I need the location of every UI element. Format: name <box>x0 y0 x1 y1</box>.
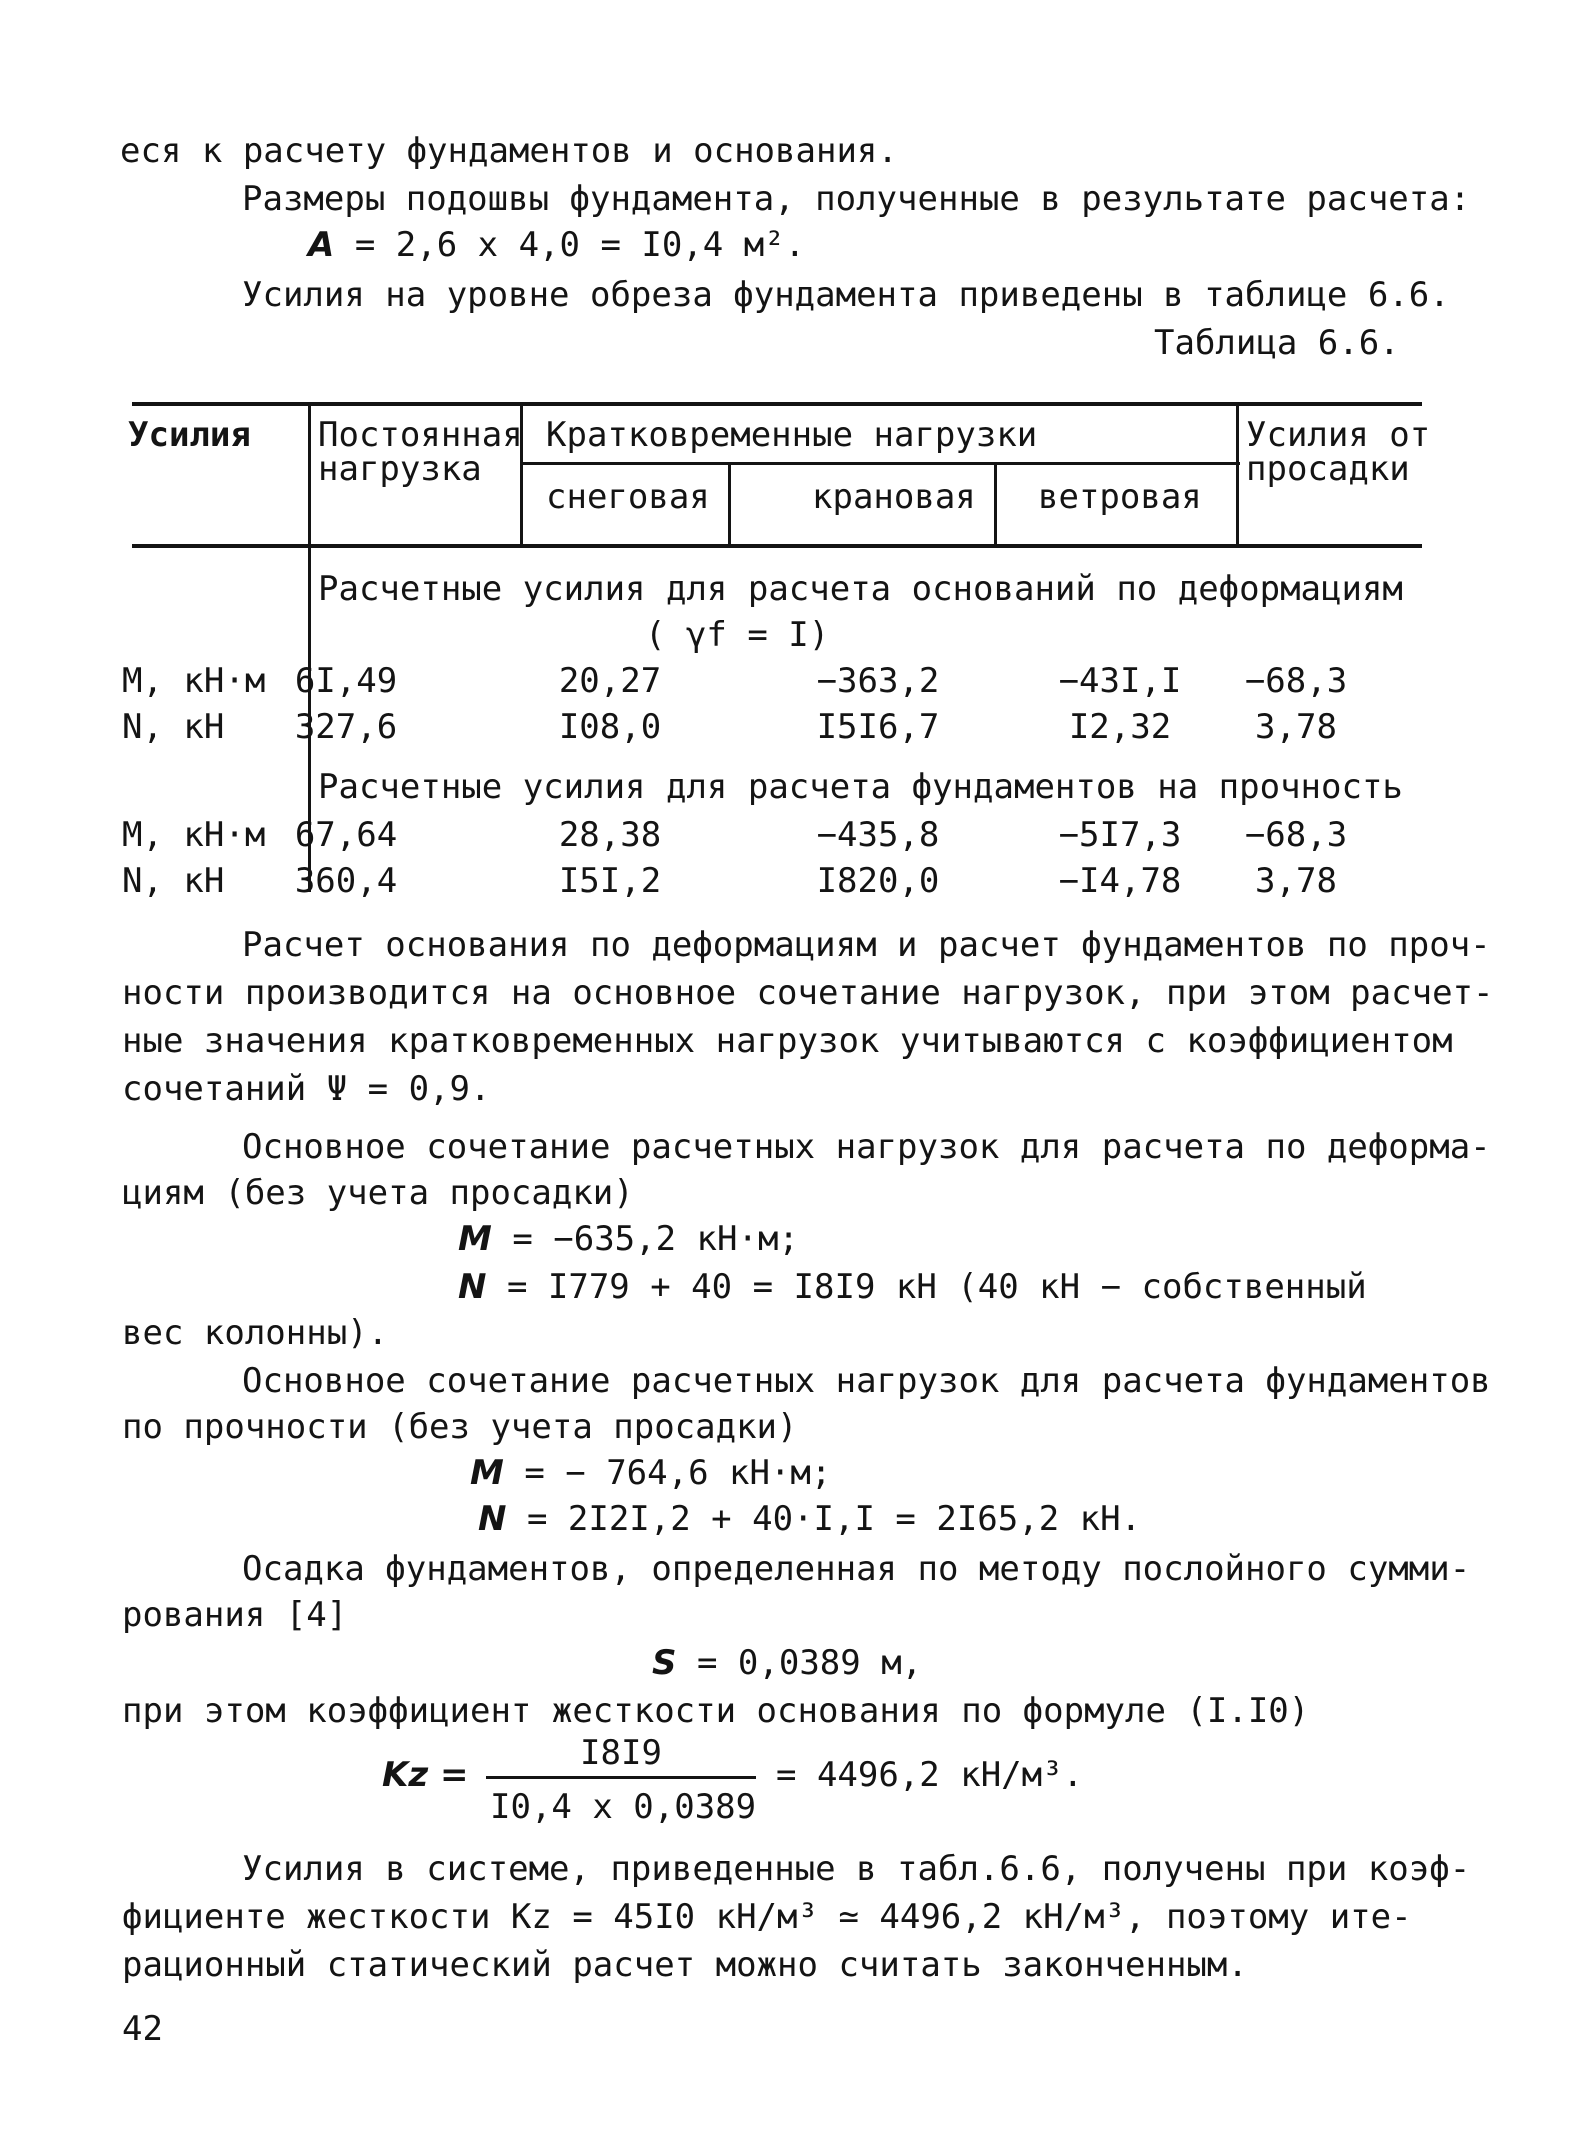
row-label: N, кН <box>122 861 225 901</box>
moment-value: = −635,2 кН·м; <box>512 1219 799 1259</box>
cell-permanent: 360,4 <box>294 861 398 901</box>
cell-settlement: 3,78 <box>1255 707 1337 747</box>
header-short-term: Кратковременные нагрузки <box>546 415 1038 455</box>
area-value: = 2,6 x 4,0 = I0,4 м². <box>354 225 806 265</box>
equation-moment-deformation <box>458 1216 799 1262</box>
row-label: М, кН·м <box>122 661 266 701</box>
cell-snow: 28,38 <box>558 815 662 855</box>
cell-permanent: 6I,49 <box>294 661 398 701</box>
row-label: М, кН·м <box>122 815 266 855</box>
page-number: 42 <box>122 2009 163 2049</box>
section1-title: Расчетные усилия для расчета оснований по деформациям <box>318 569 1403 609</box>
table-caption: Таблица 6.6. <box>1154 323 1400 363</box>
moment-symbol: M <box>470 1453 504 1493</box>
header-settlement-2: просадки <box>1246 449 1410 489</box>
para1-line-2: ности производится на основное сочетание нагрузок, при этом расчет- <box>122 973 1494 1013</box>
header-divider-2 <box>728 462 731 544</box>
para4-line-2: рования [4] <box>122 1595 348 1635</box>
para6-line-1: Усилия в системе, приведенные в табл.6.6, получены при коэф- <box>242 1849 1471 1889</box>
force-symbol: N <box>458 1267 487 1307</box>
para6-line-2: фициенте жесткости Kz = 45I0 кН/м³ ≃ 4496,2 кН/м³, поэтому ите- <box>122 1897 1412 1937</box>
header-permanent-2: нагрузка <box>318 449 482 489</box>
para1-line-4: сочетаний Ψ = 0,9. <box>122 1069 491 1109</box>
para3-line-2: по прочности (без учета просадки) <box>122 1407 798 1447</box>
settlement-symbol: S <box>652 1643 677 1683</box>
force-value: = 2I2I,2 + 40·I,I = 2I65,2 кН. <box>526 1499 1142 1539</box>
force-symbol: N <box>478 1499 507 1539</box>
header-crane: крановая <box>812 477 976 517</box>
intro-line-1: еся к расчету фундаментов и основания. <box>120 131 898 171</box>
header-divider-3 <box>994 462 997 544</box>
settlement-value: = 0,0389 м, <box>696 1643 923 1683</box>
row-label: N, кН <box>122 707 225 747</box>
cell-settlement: −68,3 <box>1244 661 1348 701</box>
equation-moment-strength <box>470 1450 831 1496</box>
moment-value: = − 764,6 кН·м; <box>524 1453 832 1493</box>
para5: при этом коэффициент жесткости основания по формуле (I.I0) <box>122 1691 1310 1731</box>
fraction-numerator: I8I9 <box>580 1733 662 1773</box>
intro-line-2: Размеры подошвы фундамента, полученные в результате расчета: <box>242 179 1471 219</box>
fraction-bar <box>486 1776 756 1779</box>
cell-crane: −363,2 <box>816 661 940 701</box>
cell-settlement: 3,78 <box>1255 861 1337 901</box>
subheader-rule <box>520 462 1240 465</box>
para1-line-1: Расчет основания по деформациям и расчет фундаментов по проч- <box>242 925 1491 965</box>
table-header-rule <box>132 544 1422 548</box>
area-symbol: A <box>308 225 335 265</box>
moment-symbol: M <box>458 1219 492 1259</box>
section2-title: Расчетные усилия для расчета фундаментов на прочность <box>318 767 1403 807</box>
cell-snow: I08,0 <box>558 707 662 747</box>
cell-crane: I820,0 <box>816 861 940 901</box>
para3-line-1: Основное сочетание расчетных нагрузок для расчета фундаментов <box>242 1361 1491 1401</box>
fraction-denominator: I0,4 x 0,0389 <box>490 1787 757 1827</box>
equation-settlement <box>652 1640 922 1686</box>
cell-crane: I5I6,7 <box>816 707 940 747</box>
table-top-rule <box>132 402 1422 406</box>
header-snow: снеговая <box>546 477 710 517</box>
fraction-lhs: Kz = <box>382 1755 469 1795</box>
equation-continuation: вес колонны). <box>122 1313 389 1353</box>
equation-force-strength <box>478 1496 1141 1542</box>
header-settlement-1: Усилия от <box>1246 415 1431 455</box>
header-forces: Усилия <box>128 415 251 455</box>
para2-line-1: Основное сочетание расчетных нагрузок для расчета по деформа- <box>242 1127 1491 1167</box>
header-divider-4 <box>1236 402 1239 544</box>
cell-crane: −435,8 <box>816 815 940 855</box>
header-wind: ветровая <box>1038 477 1202 517</box>
area-equation <box>308 222 805 268</box>
cell-wind: I2,32 <box>1068 707 1172 747</box>
cell-permanent: 67,64 <box>294 815 398 855</box>
cell-settlement: −68,3 <box>1244 815 1348 855</box>
equation-force-deformation <box>458 1264 1367 1310</box>
para1-line-3: ные значения кратковременных нагрузок учитываются с коэффициентом <box>122 1021 1453 1061</box>
force-value: = I779 + 40 = I8I9 кН (40 кН − собственный <box>506 1267 1367 1307</box>
para2-line-2: циям (без учета просадки) <box>122 1173 634 1213</box>
cell-snow: I5I,2 <box>558 861 662 901</box>
header-permanent-1: Постоянная <box>318 415 523 455</box>
cell-wind: −I4,78 <box>1058 861 1182 901</box>
cell-wind: −43I,I <box>1058 661 1182 701</box>
cell-wind: −5I7,3 <box>1058 815 1182 855</box>
intro-line-4: Усилия на уровне обреза фундамента приведены в таблице 6.6. <box>242 275 1450 315</box>
cell-permanent: 327,6 <box>294 707 398 747</box>
para4-line-1: Осадка фундаментов, определенная по методу послойного сумми- <box>242 1549 1471 1589</box>
cell-snow: 20,27 <box>558 661 662 701</box>
section1-coefficient: ( γf = I) <box>645 615 830 655</box>
fraction-result: = 4496,2 кН/м³. <box>776 1755 1084 1795</box>
para6-line-3: рационный статический расчет можно считать законченным. <box>122 1945 1248 1985</box>
